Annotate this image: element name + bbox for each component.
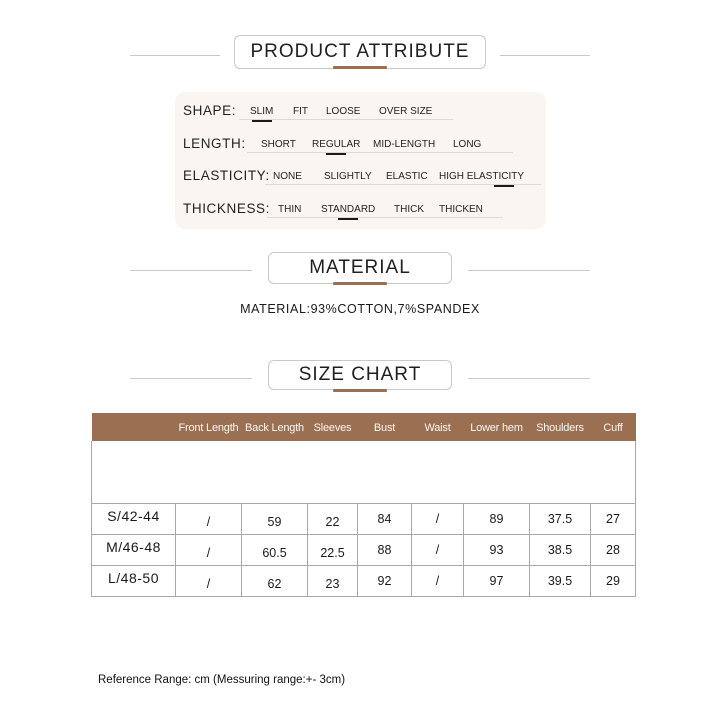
attribute-card xyxy=(175,92,546,229)
section-title: SIZE CHART xyxy=(268,360,452,390)
accent-underline xyxy=(333,66,387,69)
attribute-label: LENGTH: xyxy=(183,136,246,151)
reference-note: Reference Range: cm (Messuring range:+- 3cm) xyxy=(98,674,346,686)
column-header-cuff: Cuff xyxy=(591,413,636,441)
table-cell: 88 xyxy=(358,534,412,565)
divider-line xyxy=(130,270,252,271)
empty-cell xyxy=(358,441,412,503)
table-row xyxy=(92,503,636,534)
column-header-lower-hem: Lower hem xyxy=(464,413,530,441)
table-cell: 37.5 xyxy=(530,503,591,534)
option-slightly: SLIGHTLY xyxy=(324,171,372,182)
table-header-row xyxy=(92,413,636,441)
size-label: L/48-50 xyxy=(92,565,176,596)
size-label: M/46-48 xyxy=(92,534,176,565)
table-cell: / xyxy=(412,565,464,596)
divider-line xyxy=(130,378,252,379)
column-header-sleeves: Sleeves xyxy=(308,413,358,441)
divider-line xyxy=(468,270,590,271)
option-none: NONE xyxy=(273,171,302,182)
empty-cell xyxy=(242,441,308,503)
row-rule xyxy=(267,217,503,218)
table-cell: 22.5 xyxy=(308,534,358,565)
material-composition: MATERIAL:93%COTTON,7%SPANDEX xyxy=(240,302,480,316)
empty-cell xyxy=(412,441,464,503)
column-header-front-length: Front Length xyxy=(176,413,242,441)
size-table xyxy=(91,413,636,597)
empty-cell xyxy=(530,441,591,503)
column-header-back-length: Back Length xyxy=(242,413,308,441)
column-header-waist: Waist xyxy=(412,413,464,441)
empty-cell xyxy=(464,441,530,503)
table-cell: 39.5 xyxy=(530,565,591,596)
table-cell: 27 xyxy=(591,503,636,534)
empty-cell xyxy=(92,441,176,503)
option-standard: STANDARD xyxy=(321,204,376,215)
option-slim: SLIM xyxy=(250,106,274,117)
table-spacer-row xyxy=(92,441,636,503)
option-loose: LOOSE xyxy=(326,106,361,117)
attribute-row-shape xyxy=(175,98,546,120)
attribute-row-length xyxy=(175,131,546,153)
accent-underline xyxy=(333,389,387,392)
option-elastic: ELASTIC xyxy=(386,171,428,182)
option-over-size: OVER SIZE xyxy=(379,106,433,117)
material-header xyxy=(0,250,720,290)
option-thick: THICK xyxy=(394,204,424,215)
section-title: PRODUCT ATTRIBUTE xyxy=(234,35,486,69)
option-short: SHORT xyxy=(261,139,296,150)
empty-cell xyxy=(308,441,358,503)
table-cell: 93 xyxy=(464,534,530,565)
section-title: MATERIAL xyxy=(268,252,452,284)
table-cell: / xyxy=(412,534,464,565)
table-cell: 84 xyxy=(358,503,412,534)
column-header-shoulders: Shoulders xyxy=(530,413,591,441)
row-rule xyxy=(247,152,513,153)
table-cell: / xyxy=(412,503,464,534)
product-attribute-header xyxy=(0,35,720,75)
table-cell: 28 xyxy=(591,534,636,565)
size-chart-header xyxy=(0,358,720,398)
divider-line xyxy=(500,55,590,56)
table-row xyxy=(92,565,636,596)
table-cell: 23 xyxy=(308,565,358,596)
attribute-label: SHAPE: xyxy=(183,103,237,118)
table-cell: 97 xyxy=(464,565,530,596)
table-cell: 59 xyxy=(242,503,308,534)
table-cell: 22 xyxy=(308,503,358,534)
table-cell: 60.5 xyxy=(242,534,308,565)
divider-line xyxy=(468,378,590,379)
option-regular: REGULAR xyxy=(312,139,361,150)
column-header-bust: Bust xyxy=(358,413,412,441)
column-header xyxy=(92,413,176,441)
attribute-row-elasticity xyxy=(175,163,546,185)
accent-underline xyxy=(333,282,387,285)
option-thin: THIN xyxy=(278,204,302,215)
option-long: LONG xyxy=(453,139,482,150)
attribute-row-thickness xyxy=(175,196,546,218)
empty-cell xyxy=(176,441,242,503)
attribute-label: ELASTICITY: xyxy=(183,168,270,183)
divider-line xyxy=(130,55,220,56)
table-row xyxy=(92,534,636,565)
table-cell: / xyxy=(176,565,242,596)
option-thicken: THICKEN xyxy=(439,204,483,215)
table-cell: 38.5 xyxy=(530,534,591,565)
table-cell: 89 xyxy=(464,503,530,534)
table-cell: 62 xyxy=(242,565,308,596)
option-mid-length: MID-LENGTH xyxy=(373,139,436,150)
option-high-elasticity: HIGH ELASTICITY xyxy=(439,171,525,182)
empty-cell xyxy=(591,441,636,503)
table-cell: 92 xyxy=(358,565,412,596)
table-cell: / xyxy=(176,534,242,565)
table-cell: / xyxy=(176,503,242,534)
option-fit: FIT xyxy=(293,106,308,117)
size-label: S/42-44 xyxy=(92,503,176,534)
table-cell: 29 xyxy=(591,565,636,596)
attribute-label: THICKNESS: xyxy=(183,201,271,216)
